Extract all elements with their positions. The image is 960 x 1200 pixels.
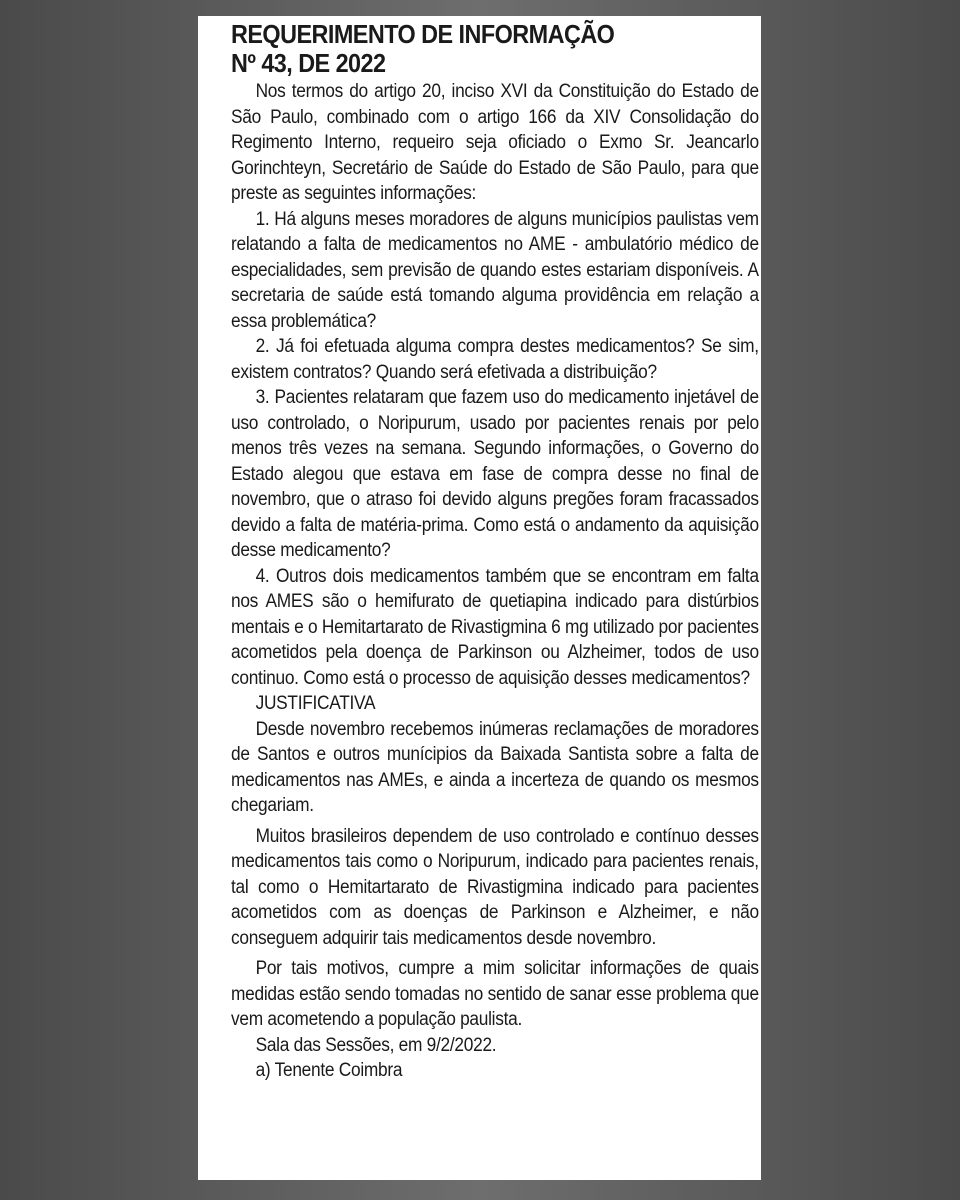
- session-date: Sala das Sessões, em 9/2/2022.: [255, 1034, 497, 1056]
- signature: a) Tenente Coimbra: [255, 1060, 403, 1081]
- justification-heading: JUSTIFICATIVA: [255, 693, 376, 714]
- item-2-paragraph: 2. Já foi efetuada alguma compra destes medicamentos? Se sim, existem contratos? Quando será efetivada a distribuição?: [231, 336, 759, 383]
- justification-paragraph-3: Por tais motivos, cumpre a mim solicitar informações de quais medidas estão sendo tomadas no sentido de sanar esse problema que vem acometendo a população paulista.: [231, 958, 759, 1030]
- item-1-paragraph: 1. Há alguns meses moradores de alguns municípios paulistas vem relatando a falta de medicamentos no AME - ambulatório médico de especialidades, sem previsão de quando estes estariam disponíveis. A secretaria de saúde está tomando alguma providência em relação a essa problemática?: [231, 208, 759, 332]
- title-line-1: REQUERIMENTO DE INFORMAÇÃO: [231, 19, 615, 49]
- justification-paragraph-2: Muitos brasileiros dependem de uso controlado e contínuo desses medicamentos tais como o Noripurum, indicado para pacientes renais, tal como o Hemitartarato de Rivastigmina indicado para pacientes acometidos com as doenças de Parkinson e Alzheimer, e não conseguem adquirir tais medicamentos desde novembro.: [231, 825, 759, 949]
- item-3-paragraph: 3. Pacientes relataram que fazem uso do medicamento injetável de uso controlado, o Noripurum, usado por pacientes renais por pelo menos três vezes na semana. Segundo informações, o Governo do Estado alegou que estava em fase de compra desse no final de novembro, que o atraso foi devido alguns pregões foram fracassados devido a falta de matéria-prima. Como está o andamento da aquisição desse medicamento?: [231, 387, 759, 561]
- document-body: [231, 79, 759, 1084]
- intro-paragraph: Nos termos do artigo 20, inciso XVI da Constituição do Estado de São Paulo, combinado com o artigo 166 da XIV Consolidação do Regimento Interno, requeiro seja oficiado o Exmo Sr. Jeancarlo Gorinchteyn, Secretário de Saúde do Estado de São Paulo, para que preste as seguintes informações:: [231, 81, 759, 204]
- justification-paragraph-1: Desde novembro recebemos inúmeras reclamações de moradores de Santos e outros munícipios da Baixada Santista sobre a falta de medicamentos nas AMEs, e ainda a incerteza de quando os mesmos chegariam.: [231, 718, 759, 816]
- document-title: [231, 20, 704, 78]
- title-line-2: Nº 43, DE 2022: [231, 48, 386, 78]
- document-page: [198, 16, 761, 1180]
- item-4-paragraph: 4. Outros dois medicamentos também que se encontram em falta nos AMES são o hemifurato de quetiapina indicado para distúrbios mentais e o Hemitartarato de Rivastigmina 6 mg utilizado por pacientes acometidos pela doença de Parkinson ou Alzheimer, todos de uso continuo. Como está o processo de aquisição desses medicamentos?: [231, 565, 759, 689]
